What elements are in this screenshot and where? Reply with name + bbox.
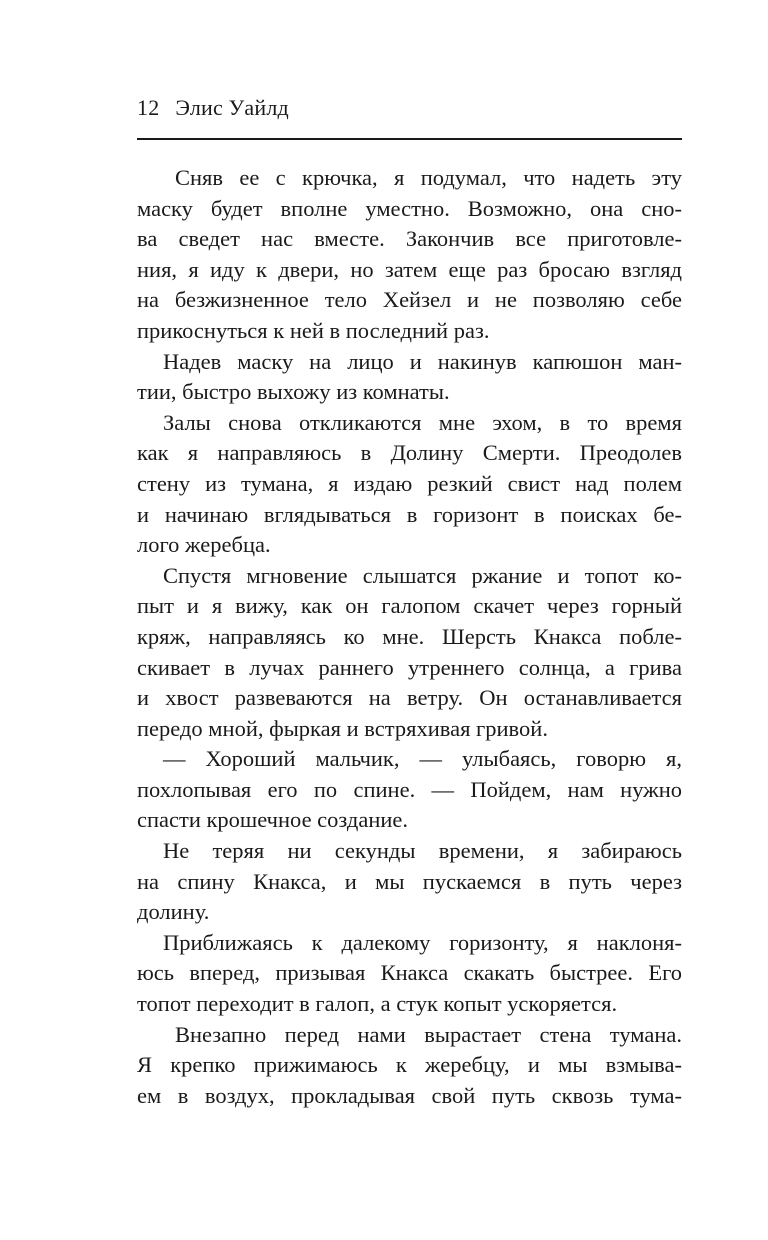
text-line: ния, я иду к двери, но затем еще раз бросаю взгляд bbox=[137, 256, 682, 282]
text-line: Внезапно перед нами вырастает стена тумана. bbox=[175, 1021, 682, 1047]
text-line: как я направляюсь в Долину Смерти. Преодолев bbox=[137, 440, 682, 466]
text-line: ва сведет нас вместе. Закончив все приготовле- bbox=[137, 226, 682, 252]
text-line: стену из тумана, я издаю резкий свист над полем bbox=[137, 470, 682, 496]
text-line: на безжизненное тело Хейзел и не позволяю себе bbox=[137, 287, 682, 313]
text-line: кряж, направляясь ко мне. Шерсть Кнакса побле- bbox=[137, 623, 682, 649]
text-line: пыт и я вижу, как он галопом скачет через горный bbox=[137, 593, 682, 619]
text-line: и хвост развеваются на ветру. Он останавливается bbox=[137, 685, 682, 711]
running-head bbox=[137, 94, 289, 122]
text-line: и начинаю вглядываться в горизонт в поисках бе- bbox=[137, 501, 682, 527]
text-line: скивает в лучах раннего утреннего солнца, а грива bbox=[137, 654, 682, 680]
text-line: Надев маску на лицо и накинув капюшон ман- bbox=[163, 348, 682, 374]
text-line: топот переходит в галоп, а стук копыт ускоряется. bbox=[137, 991, 618, 1017]
text-line: на спину Кнакса, и мы пускаемся в путь через bbox=[137, 868, 682, 894]
text-line: Залы снова откликаются мне эхом, в то время bbox=[163, 409, 682, 435]
text-line: передо мной, фыркая и встряхивая гривой. bbox=[137, 715, 548, 741]
text-line: похлопывая его по спине. — Пойдем, нам нужно bbox=[137, 776, 682, 802]
page-number: 12 bbox=[137, 95, 160, 120]
text-line: — Хороший мальчик, — улыбаясь, говорю я, bbox=[163, 746, 682, 772]
text-line: Сняв ее с крючка, я подумал, что надеть эту bbox=[175, 165, 682, 190]
text-line: юсь вперед, призывая Кнакса скакать быстрее. Его bbox=[137, 960, 682, 986]
running-title: Элис Уайлд bbox=[175, 95, 289, 120]
text-line: Приближаясь к далекому горизонту, я наклоня- bbox=[163, 929, 682, 955]
text-line: долину. bbox=[137, 899, 210, 925]
text-line: тии, быстро выхожу из комнаты. bbox=[137, 379, 450, 405]
text-line: лого жеребца. bbox=[137, 532, 271, 558]
text-line: прикоснуться к ней в последний раз. bbox=[137, 317, 490, 343]
header-rule bbox=[137, 138, 682, 140]
text-line: ем в воздух, прокладывая свой путь сквозь тума- bbox=[137, 1082, 682, 1108]
body-text bbox=[137, 163, 682, 1111]
text-line: Спустя мгновение слышатся ржание и топот ко- bbox=[163, 562, 682, 588]
text-line: Не теряя ни секунды времени, я забираюсь bbox=[163, 838, 682, 864]
text-line: Я крепко прижимаюсь к жеребцу, и мы взмыва- bbox=[137, 1052, 682, 1078]
text-line: спасти крошечное создание. bbox=[137, 807, 409, 833]
text-line: маску будет вполне уместно. Возможно, она сно- bbox=[137, 195, 682, 221]
